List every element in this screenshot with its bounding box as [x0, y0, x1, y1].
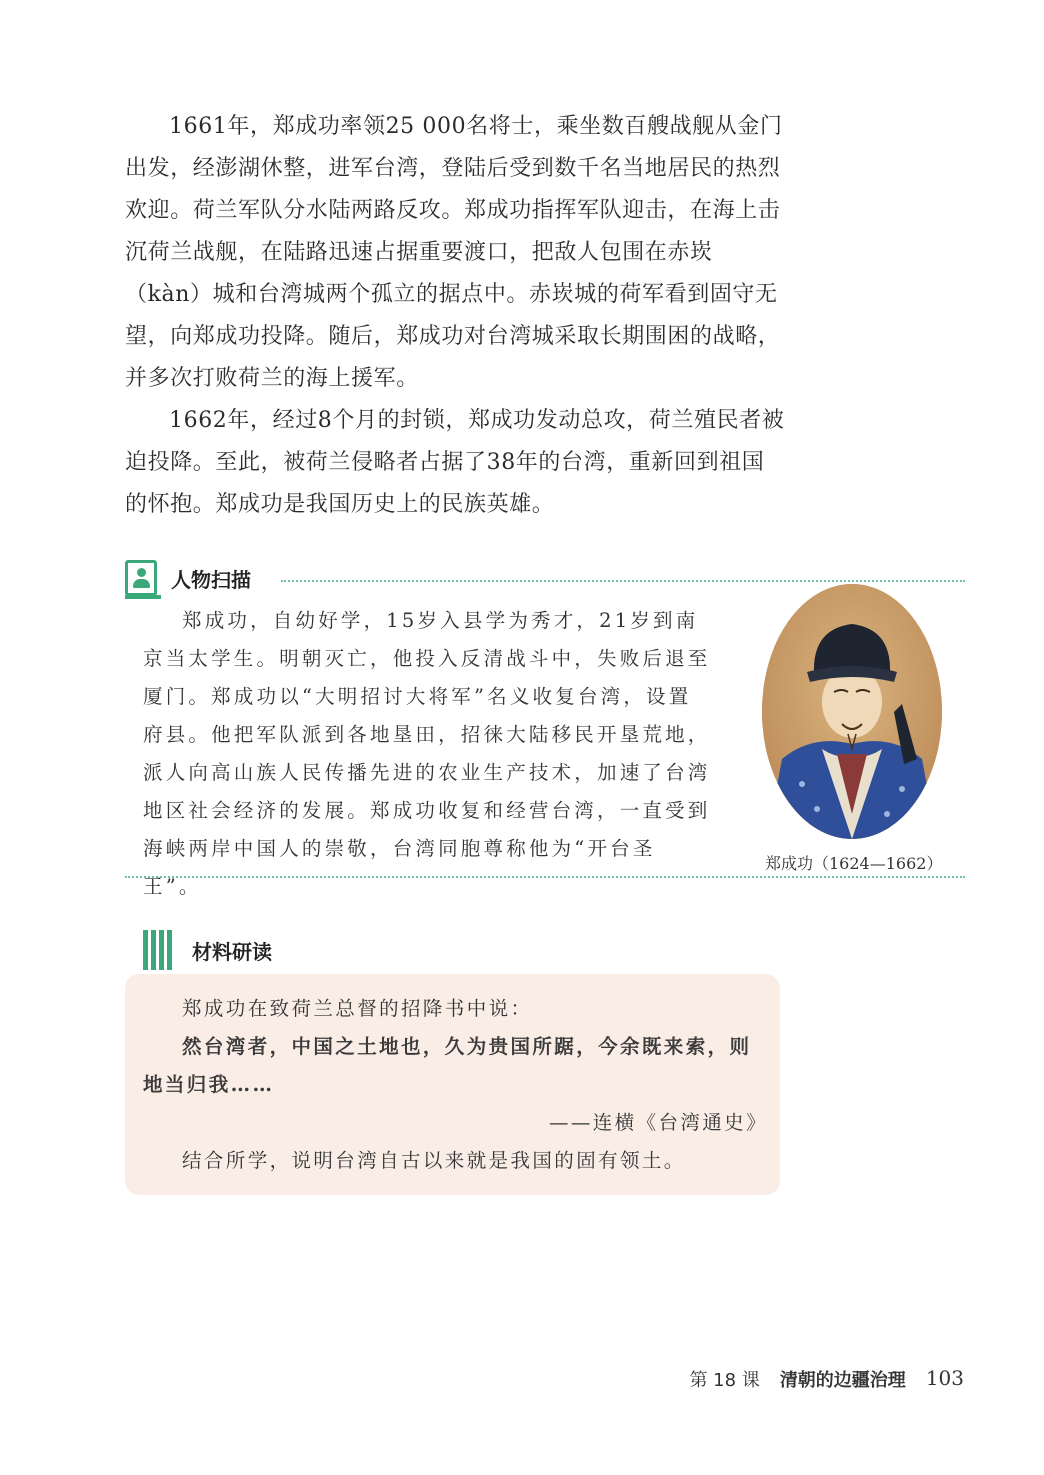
paragraph-1661: 1661年，郑成功率领25 000名将士，乘坐数百艘战舰从金门出发，经澎湖休整，进军台湾，登陆后受到数千名当地居民的热烈欢迎。荷兰军队分水陆两路反攻。郑成功指挥军队迎击，在海上击沉荷兰战舰，在陆路迅速占据重要渡口，把敌人包围在赤崁（kàn）城和台湾城两个孤立的据点中。赤崁城的荷军看到固守无望，向郑成功投降。随后，郑成功对台湾城采取长期围困的战略，并多次打败荷兰的海上援军。	[125, 114, 783, 391]
page-footer	[689, 1366, 964, 1392]
paragraph-1662: 1662年，经过8个月的封锁，郑成功发动总攻，荷兰殖民者被迫投降。至此，被荷兰侵略者占据了38年的台湾，重新回到祖国的怀抱。郑成功是我国历史上的民族英雄。	[125, 408, 785, 517]
material-text	[143, 990, 768, 1180]
portrait-image	[762, 584, 942, 839]
profile-text: 郑成功，自幼好学，15岁入县学为秀才，21岁到南京当太学生。明朝灭亡，他投入反清战斗中，失败后退至厦门。郑成功以“大明招讨大将军”名义收复台湾，设置府县。他把军队派到各地垦田，招徕大陆移民开垦荒地，派人向高山族人民传播先进的农业生产技术，加速了台湾地区社会经济的发展。郑成功收复和经营台湾，一直受到海峡两岸中国人的崇敬，台湾同胞尊称他为“开台圣王”。	[143, 609, 711, 898]
material-intro: 郑成功在致荷兰总督的招降书中说：	[182, 997, 533, 1020]
lesson-number: 第 18 课	[689, 1370, 760, 1391]
main-text	[125, 106, 785, 526]
material-quote: 然台湾者，中国之土地也，久为贵国所踞，今余既来索，则地当归我……	[143, 1035, 752, 1096]
person-card-icon	[125, 560, 157, 596]
material-source: ——连横《台湾通史》	[548, 1111, 768, 1134]
portrait-illustration	[762, 584, 942, 839]
material-title: 材料研读	[192, 939, 272, 964]
material-question: 结合所学，说明台湾自古以来就是我国的固有领土。	[182, 1149, 686, 1172]
dotted-divider-bottom	[125, 876, 965, 878]
page-number: 103	[925, 1366, 964, 1390]
profile-title: 人物扫描	[171, 567, 251, 592]
dotted-divider	[281, 580, 965, 582]
material-section-header	[143, 930, 272, 970]
lesson-title: 清朝的边疆治理	[779, 1370, 906, 1391]
book-spines-icon	[143, 930, 172, 970]
portrait-caption: 郑成功（1624—1662）	[765, 854, 943, 873]
